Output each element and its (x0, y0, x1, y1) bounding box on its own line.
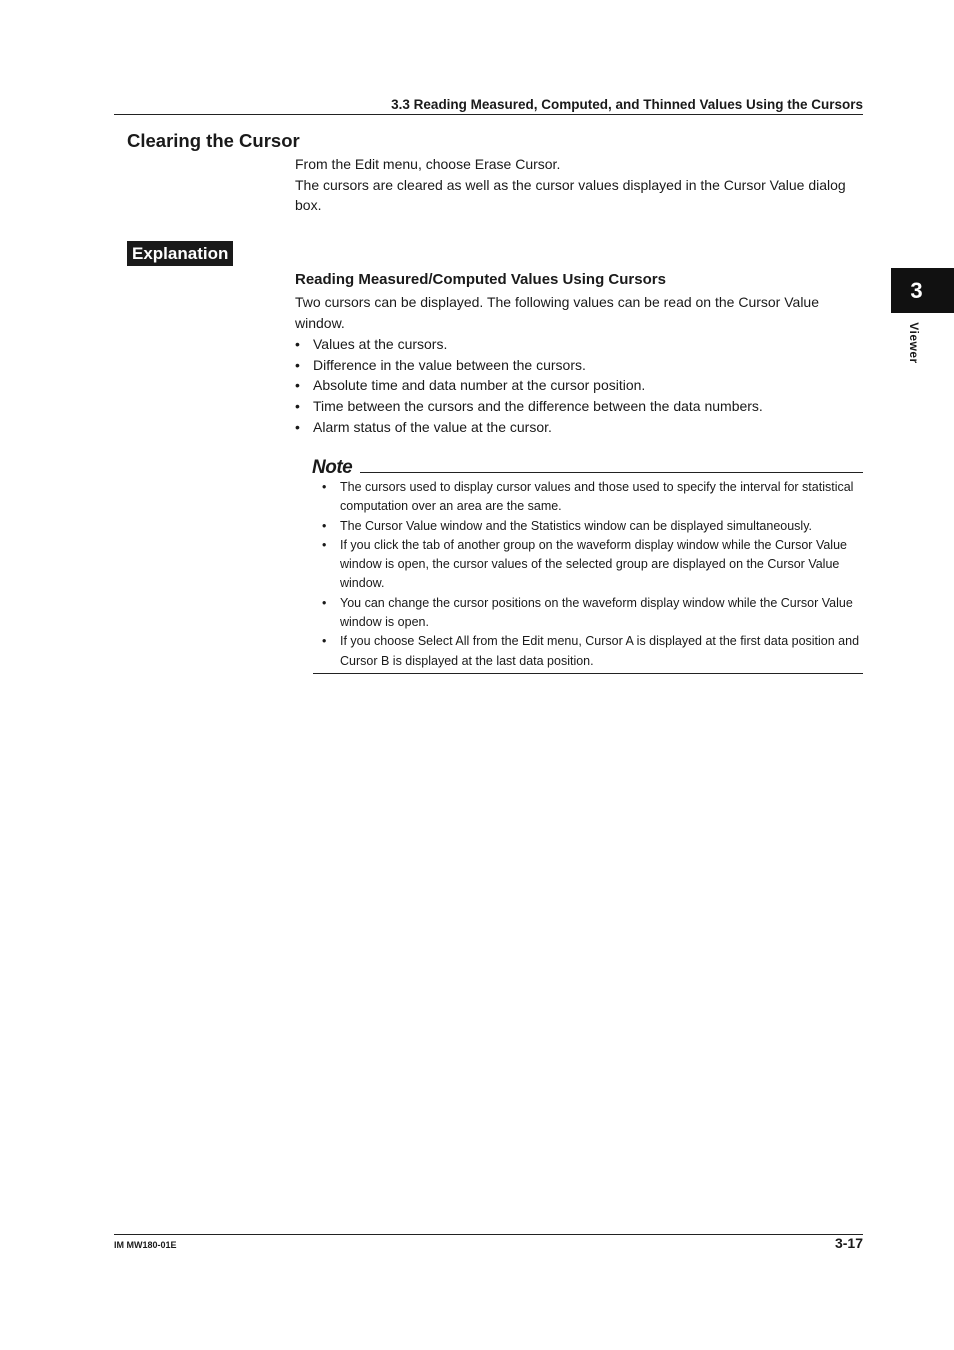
paragraph: The cursors are cleared as well as the cursor values displayed in the Cursor Value dialog box. (295, 176, 846, 214)
note-item (322, 536, 863, 594)
bullet-icon: • (322, 595, 327, 610)
note-item (322, 632, 863, 671)
chapter-tab (891, 268, 954, 313)
explanation-label: Explanation (127, 241, 233, 266)
bullet-icon: • (295, 377, 300, 394)
note-list (322, 478, 863, 671)
paragraph: From the Edit menu, choose Erase Cursor. (295, 156, 561, 172)
header-rule (114, 114, 863, 115)
paragraph: Two cursors can be displayed. The following values can be read on the Cursor Value window. (295, 294, 820, 331)
note-bottom-rule (313, 673, 863, 674)
document-id: IM MW180-01E (114, 1240, 177, 1250)
list-item (295, 417, 870, 438)
list-item-text: Difference in the value between the cursors. (313, 356, 586, 373)
running-header: 3.3 Reading Measured, Computed, and Thinned Values Using the Cursors (391, 97, 863, 112)
note-item-text: You can change the cursor positions on the waveform display window while the Cursor Value window is open. (340, 595, 853, 630)
clearing-paragraphs (295, 154, 870, 216)
subheading: Reading Measured/Computed Values Using Cursors (295, 271, 666, 288)
note-heading: Note (312, 457, 353, 478)
note-item (322, 594, 863, 633)
note-item-text: If you click the tab of another group on the waveform display window while the Cursor Value window is open, the cursor values of the selected group are displayed on the Cursor Value window. (340, 537, 847, 591)
bullet-icon: • (295, 418, 300, 435)
chapter-label: Viewer (907, 322, 921, 364)
list-item-text: Alarm status of the value at the cursor. (313, 418, 552, 435)
bullet-icon: • (322, 634, 327, 649)
list-item (295, 334, 870, 355)
note-item-text: The Cursor Value window and the Statistics window can be displayed simultaneously. (340, 518, 813, 533)
bullet-icon: • (322, 518, 327, 533)
list-item (295, 375, 870, 396)
note-item (322, 517, 863, 536)
bullet-icon: • (322, 537, 327, 552)
list-item-text: Values at the cursors. (313, 336, 448, 352)
chapter-number: 3 (910, 278, 923, 303)
bullet-icon: • (295, 336, 300, 352)
bullet-icon: • (295, 398, 300, 415)
list-item (295, 355, 870, 376)
bullet-icon: • (322, 480, 327, 494)
list-item-text: Absolute time and data number at the cursor position. (313, 377, 646, 394)
section-heading: Clearing the Cursor (127, 130, 300, 151)
list-item (295, 396, 870, 417)
bullet-icon: • (295, 356, 300, 373)
note-item-text: The cursors used to display cursor values and those used to specify the interval for statistical computation over an area are the same. (340, 480, 854, 514)
intro-paragraph (295, 292, 855, 333)
explanation-list (295, 334, 870, 438)
page-number: 3-17 (834, 1235, 863, 1251)
footer-rule (114, 1234, 863, 1235)
note-top-rule (360, 472, 863, 473)
note-item-text: If you choose Select All from the Edit menu, Cursor A is displayed at the first data position and Cursor B is displayed at the last data position. (340, 634, 860, 668)
list-item-text: Time between the cursors and the difference between the data numbers. (313, 398, 763, 415)
note-item (322, 478, 863, 517)
